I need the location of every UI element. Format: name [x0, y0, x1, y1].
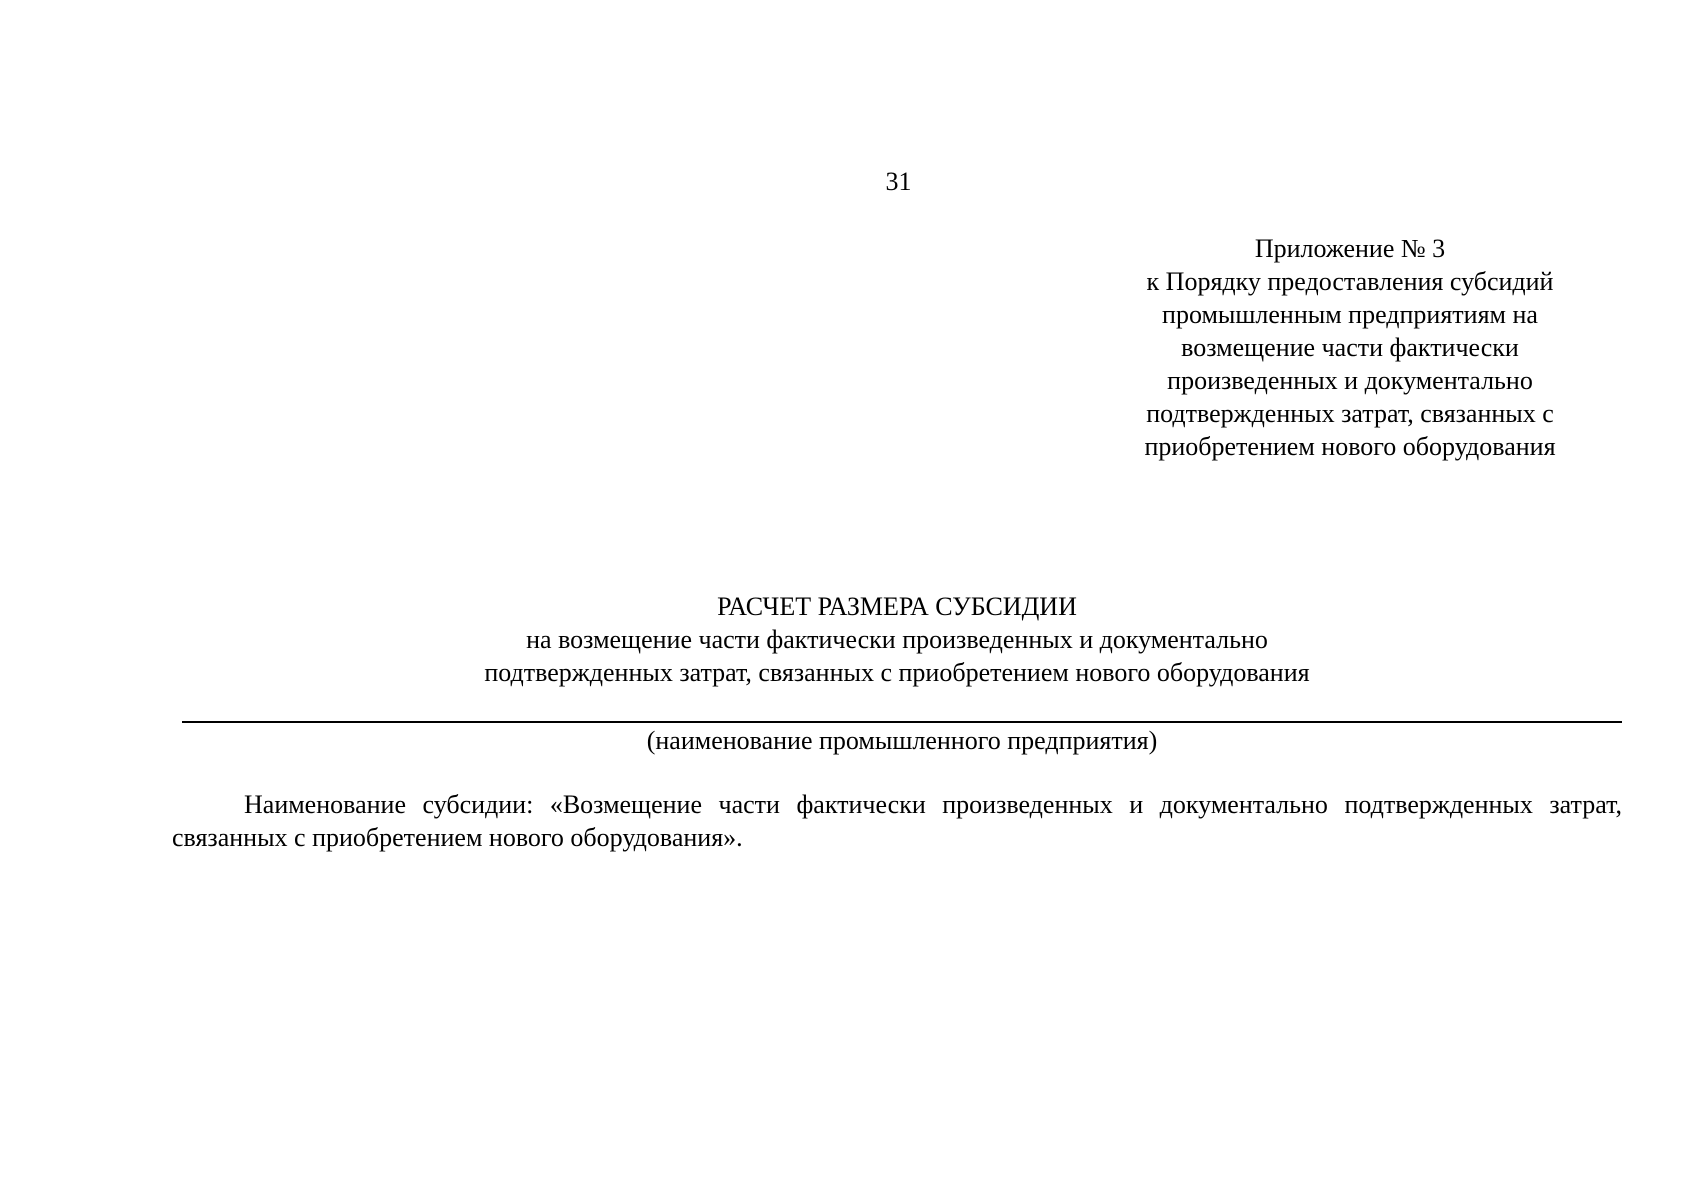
- title-heading: РАСЧЕТ РАЗМЕРА СУБСИДИИ: [717, 592, 1077, 621]
- appendix-line: к Порядку предоставления субсидий: [1146, 267, 1554, 296]
- subsidy-name-paragraph: Наименование субсидии: «Возмещение части фактически произведенных и документально подтвержденных затрат, связанных с приобретением нового оборудования».: [172, 790, 1622, 852]
- appendix-line: приобретением нового оборудования: [1144, 432, 1556, 461]
- enterprise-name-blank-line: [182, 721, 1622, 723]
- appendix-line: Приложение № 3: [1254, 234, 1446, 263]
- appendix-header: [1110, 232, 1590, 463]
- title-subtitle-line: на возмещение части фактически произведенных и документально: [526, 625, 1268, 654]
- title-subtitle-line: подтвержденных затрат, связанных с приобретением нового оборудования: [484, 658, 1310, 687]
- page-number: 31: [885, 167, 912, 196]
- appendix-line: произведенных и документально: [1167, 366, 1533, 395]
- appendix-line: промышленным предприятиям на: [1162, 300, 1538, 329]
- appendix-line: подтвержденных затрат, связанных с: [1146, 399, 1554, 428]
- appendix-line: возмещение части фактически: [1181, 333, 1519, 362]
- document-title: [172, 590, 1622, 689]
- enterprise-name-caption: (наименование промышленного предприятия): [646, 726, 1158, 755]
